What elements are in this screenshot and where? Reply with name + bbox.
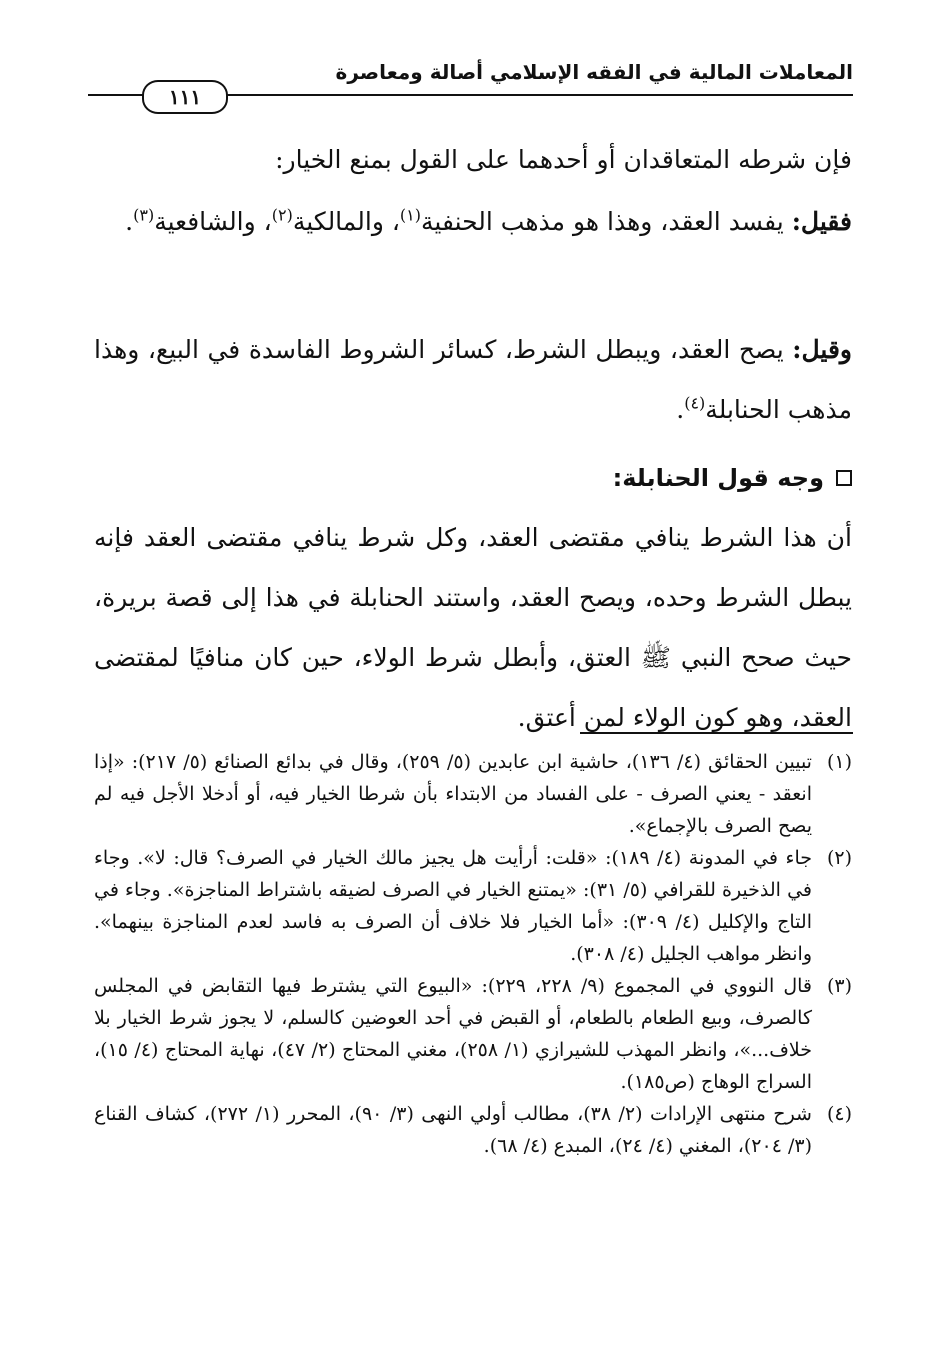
- paragraph-hanbali-reasoning: أن هذا الشرط ينافي مقتضى العقد، وكل شرط ينافي مقتضى العقد فإنه يبطل الشرط وحده، ويصح العقد، واستند الحنابلة في هذا إلى قصة بريرة، حيث صحح النبي ﷺ العتق، وأبطل شرط الولاء، حين كان منافيًا لمقتضى العقد، وهو كون الولاء لمن أعتق.: [94, 523, 852, 732]
- footnote-number: (٣): [826, 975, 852, 997]
- paragraph-text: .: [125, 207, 134, 236]
- footnote-ref[interactable]: (٣): [133, 205, 155, 225]
- opinion-label: فقيل:: [791, 207, 852, 236]
- paragraph-text: ، والمالكية: [292, 207, 400, 236]
- opinion-label: وقيل:: [792, 335, 852, 364]
- footnote-item: [94, 1098, 852, 1162]
- page-number: ١١١: [142, 80, 228, 114]
- footnote-item: [94, 970, 852, 1098]
- footnotes-list: [94, 746, 852, 1162]
- paragraph-second-opinion: [94, 320, 852, 440]
- running-header-title: المعاملات المالية في الفقه الإسلامي أصالة ومعاصرة: [335, 60, 853, 84]
- footnote-ref[interactable]: (١): [399, 205, 421, 225]
- footnote-ref[interactable]: (٢): [271, 205, 293, 225]
- footnote-item: [94, 746, 852, 842]
- paragraph-text: يفسد العقد، وهذا هو مذهب الحنفية: [421, 207, 784, 236]
- footnote-ref[interactable]: (٤): [684, 393, 706, 413]
- paragraph-text: .: [676, 395, 685, 424]
- section-heading: [94, 458, 852, 498]
- footnote-item: [94, 842, 852, 970]
- paragraph-intro: فإن شرطه المتعاقدان أو أحدهما على القول بمنع الخيار:: [275, 145, 852, 174]
- footnote-text: قال النووي في المجموع (٩/ ٢٢٨، ٢٢٩): «البيوع التي يشترط فيها التقابض في المجلس كالصرف، وبيع الطعام بالطعام، أو القبض في أحد العوضين كالسلم، لا يجوز شرط الخيار بلا خلاف...»، وانظر المهذب للشيرازي (١/ ٢٥٨)، مغني المحتاج (٢/ ٤٧)، نهاية المحتاج (٤/ ١٥)، السراج الوهاج (ص١٨٥).: [94, 975, 813, 1093]
- footnote-text: جاء في المدونة (٤/ ١٨٩): «قلت: أرأيت هل يجيز مالك الخيار في الصرف؟ قال: لا». وجاء في الذخيرة للقرافي (٥/ ٣١): «يمتنع الخيار في الصرف لضيقه باشتراط المناجزة». وجاء في التاج والإكليل (٤/ ٣٠٩): «أما الخيار فلا خلاف أن الصرف به فاسد لعدم المناجزة بينهما». وانظر مواهب الجليل (٤/ ٣٠٨).: [94, 847, 812, 965]
- footnote-text: تبيين الحقائق (٤/ ١٣٦)، حاشية ابن عابدين (٥/ ٢٥٩)، وقال في بدائع الصنائع (٥/ ٢١٧): «إذا انعقد - يعني الصرف - على الفساد من الابتداء بأن شرطا الخيار فيه، أو أدخلا الأجل فيه لم يصح الصرف بالإجماع».: [94, 751, 812, 837]
- footnote-number: (١): [826, 751, 852, 773]
- paragraph-text: يصح العقد، ويبطل الشرط، كسائر الشروط الفاسدة في البيع، وهذا مذهب الحنابلة: [94, 335, 852, 424]
- footnote-text: شرح منتهى الإرادات (٢/ ٣٨)، مطالب أولي النهى (٣/ ٩٠)، المحرر (١/ ٢٧٢)، كشاف القناع (٣/ ٢٠٤)، المغني (٤/ ٢٤)، المبدع (٤/ ٦٨).: [94, 1103, 812, 1157]
- paragraph-first-opinion: [94, 192, 852, 252]
- footnote-number: (٢): [826, 847, 852, 869]
- paragraph-text: ، والشافعية: [154, 207, 272, 236]
- square-bullet-icon: [836, 470, 852, 486]
- footnote-separator: [580, 732, 853, 734]
- section-heading-text: وجه قول الحنابلة:: [612, 464, 824, 492]
- footnote-number: (٤): [826, 1103, 852, 1125]
